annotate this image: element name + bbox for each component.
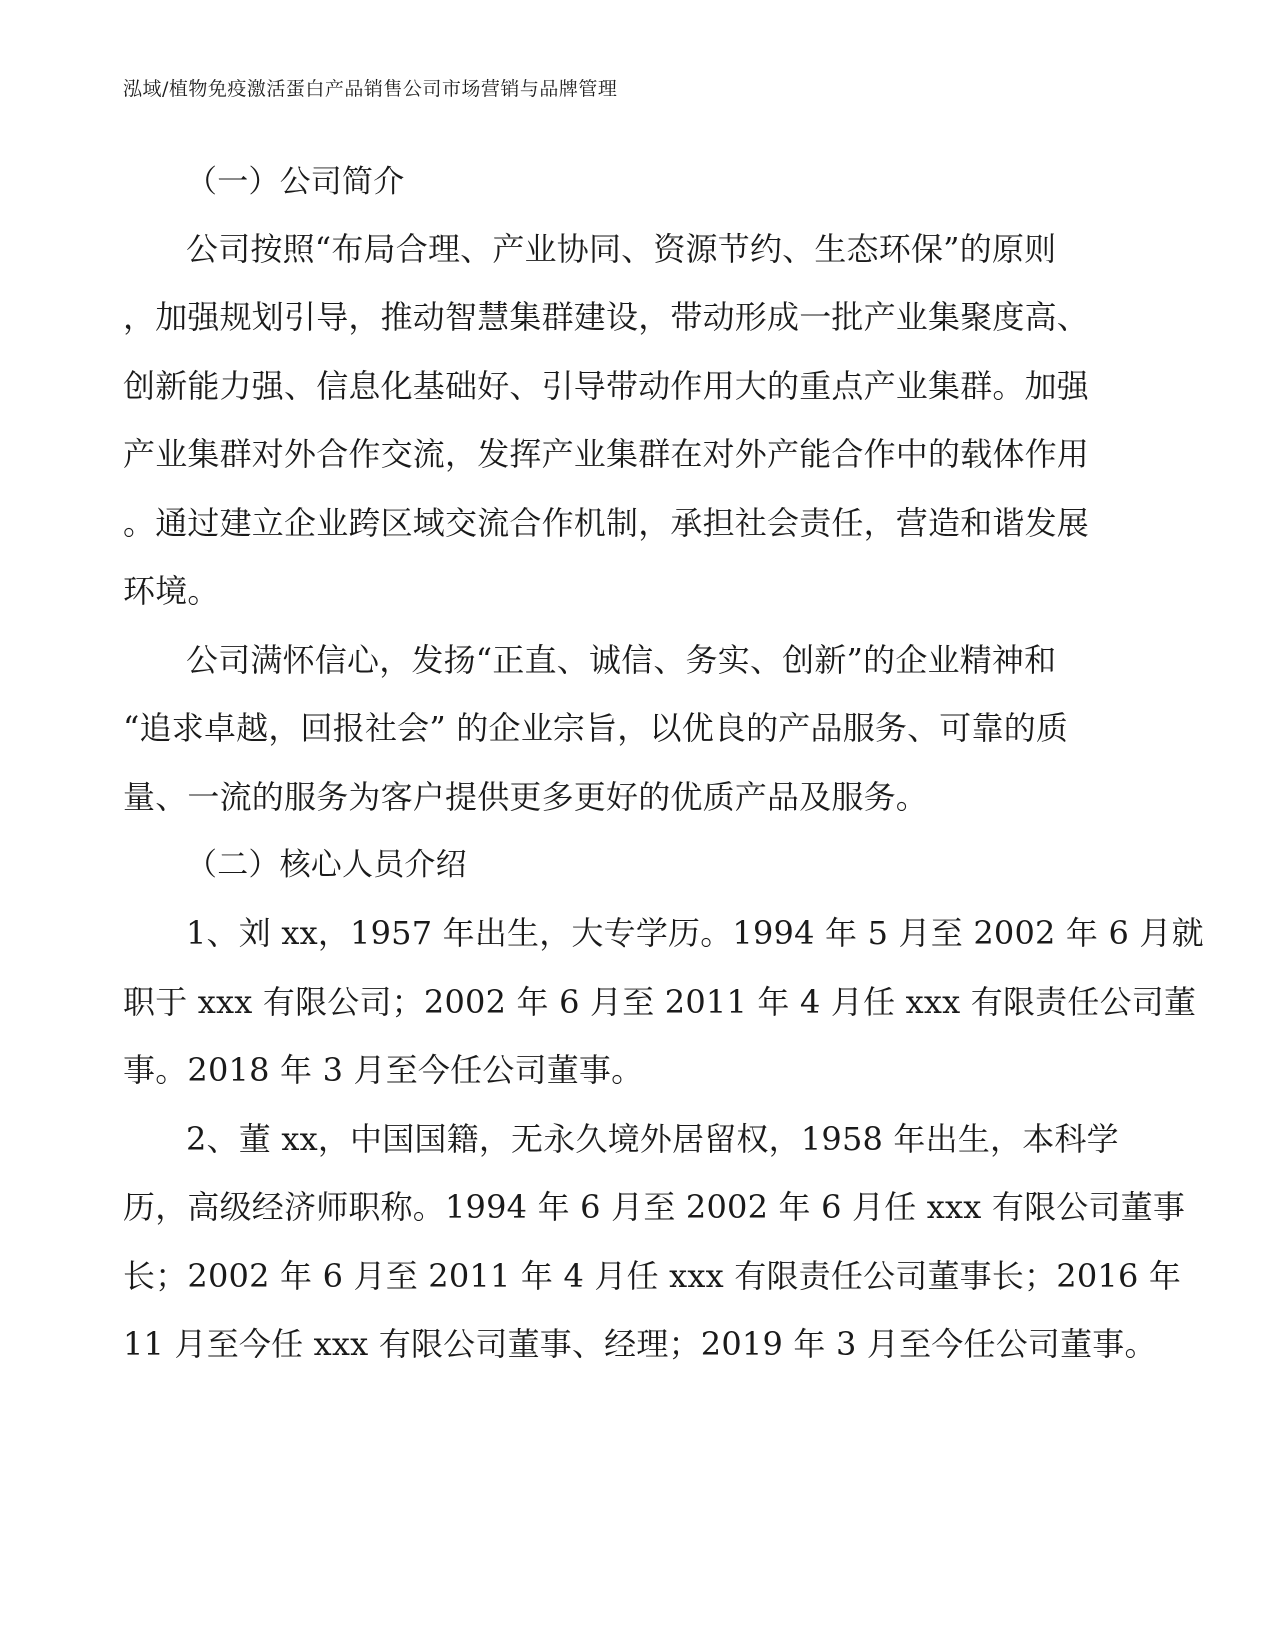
header-rule: [123, 112, 1153, 113]
paragraph-line: 1、刘 xx，1957 年出生，大专学历。1994 年 5 月至 2002 年 6 月就: [186, 914, 1204, 952]
section-heading-company-profile: （一）公司简介: [186, 164, 405, 200]
paragraph-line: 。通过建立企业跨区域交流合作机制，承担社会责任，营造和谐发展: [123, 504, 1090, 542]
paragraph-line: 职于 xxx 有限公司；2002 年 6 月至 2011 年 4 月任 xxx 有限责任公司董: [123, 983, 1197, 1021]
paragraph-line: 创新能力强、信息化基础好、引导带动作用大的重点产业集群。加强: [123, 367, 1090, 405]
paragraph-line: ，加强规划引导，推动智慧集群建设，带动形成一批产业集聚度高、: [123, 298, 1090, 336]
paragraph-line: 长；2002 年 6 月至 2011 年 4 月任 xxx 有限责任公司董事长；2016 年: [123, 1257, 1182, 1295]
paragraph-line: “追求卓越，回报社会” 的企业宗旨，以优良的产品服务、可靠的质: [123, 709, 1069, 747]
section-heading-core-personnel: （二）核心人员介绍: [186, 847, 467, 883]
paragraph-line: 公司按照“布局合理、产业协同、资源节约、生态环保”的原则: [186, 230, 1057, 268]
paragraph-line: 事。2018 年 3 月至今任公司董事。: [123, 1051, 644, 1089]
paragraph-line: 量、一流的服务为客户提供更多更好的优质产品及服务。: [123, 778, 929, 816]
paragraph-line: 公司满怀信心，发扬“正直、诚信、务实、创新”的企业精神和: [186, 641, 1057, 679]
paragraph-line: 产业集群对外合作交流，发挥产业集群在对外产能合作中的载体作用: [123, 435, 1090, 473]
paragraph-line: 历，高级经济师职称。1994 年 6 月至 2002 年 6 月任 xxx 有限公司董事: [123, 1188, 1186, 1226]
paragraph-line: 环境。: [123, 572, 220, 610]
running-header: 泓域/植物免疫激活蛋白产品销售公司市场营销与品牌管理: [123, 78, 618, 100]
paragraph-line: 2、董 xx，中国国籍，无永久境外居留权，1958 年出生，本科学: [186, 1120, 1119, 1158]
paragraph-line: 11 月至今任 xxx 有限公司董事、经理；2019 年 3 月至今任公司董事。: [123, 1325, 1157, 1363]
